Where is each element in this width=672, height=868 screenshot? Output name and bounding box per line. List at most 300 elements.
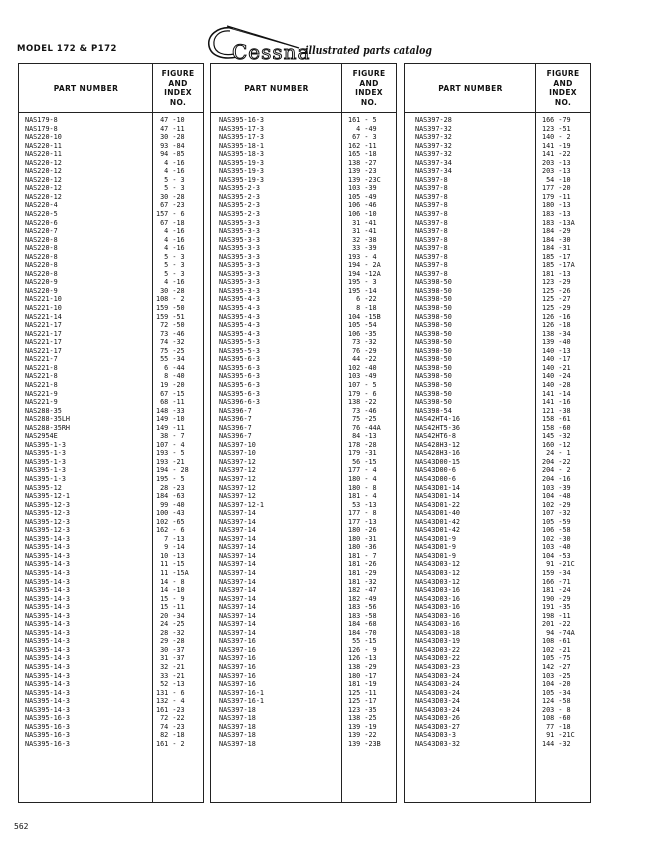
part-number: NAS220-12 <box>25 158 62 167</box>
figure-index: 106 -58 <box>542 526 571 535</box>
figure-index: 28 -32 <box>156 628 185 637</box>
figure-index: 77 -18 <box>542 722 571 731</box>
part-number: NAS43D00-6 <box>415 466 456 475</box>
part-number: NAS43D03-24 <box>415 705 461 714</box>
part-number: NAS179-8 <box>25 124 58 133</box>
figure-index: 204 - 2 <box>542 466 571 475</box>
table-row <box>405 569 590 578</box>
table-row <box>405 535 590 544</box>
part-number: NAS288-35 <box>25 406 62 415</box>
figure-index: 148 -33 <box>156 406 185 415</box>
part-number: NAS395-14-3 <box>25 628 71 637</box>
figure-index: 9 -14 <box>156 543 185 552</box>
part-number: NAS220-6 <box>25 218 58 227</box>
part-number: NAS221-17 <box>25 321 62 330</box>
figure-index: 31 -41 <box>348 227 377 236</box>
part-number: NAS221-10 <box>25 295 62 304</box>
figure-index: 159 -34 <box>542 568 571 577</box>
figure-index: 177 -20 <box>542 184 571 193</box>
part-number: NAS397-14 <box>219 543 256 552</box>
table-row <box>211 219 396 228</box>
table-row <box>19 253 203 262</box>
table-row <box>405 432 590 441</box>
part-number: NAS220-9 <box>25 286 58 295</box>
part-number: NAS395-1-3 <box>25 474 66 483</box>
table-row <box>211 125 396 134</box>
figure-index: 75 -25 <box>156 346 185 355</box>
figure-index: 7 -13 <box>156 534 185 543</box>
figure-index: 73 -46 <box>348 406 377 415</box>
table-row <box>19 244 203 253</box>
table-row <box>405 689 590 698</box>
figure-heading-line: INDEX <box>355 88 383 97</box>
table-row <box>19 261 203 270</box>
table-row <box>19 270 203 279</box>
table-row <box>405 492 590 501</box>
figure-index: 123 -29 <box>542 278 571 287</box>
table-row <box>211 740 396 749</box>
table-row <box>211 116 396 125</box>
table-row <box>211 167 396 176</box>
table-row <box>405 142 590 151</box>
part-number: NAS396-7 <box>219 415 252 424</box>
table-rows <box>19 116 203 748</box>
table-row <box>211 372 396 381</box>
figure-heading-line: FIGURE <box>546 69 580 78</box>
figure-index: 179 - 6 <box>348 389 377 398</box>
table-row <box>19 193 203 202</box>
figure-index: 108 -61 <box>542 637 571 646</box>
part-number: NAS428H3-16 <box>415 449 461 458</box>
table-row <box>211 663 396 672</box>
part-number: NAS395-14-3 <box>25 671 71 680</box>
table-row <box>19 654 203 663</box>
table-row <box>211 390 396 399</box>
part-number: NAS397-8 <box>415 227 448 236</box>
figure-index: 181 -19 <box>348 680 377 689</box>
table-row <box>405 441 590 450</box>
figure-index: 142 -27 <box>542 663 571 671</box>
table-row <box>211 304 396 313</box>
table-row <box>19 219 203 228</box>
figure-index: 161 -23 <box>156 705 185 714</box>
table-row <box>19 706 203 715</box>
figure-index: 106 -35 <box>348 329 377 338</box>
part-number: NAS42HT4-16 <box>415 415 461 424</box>
part-number: NAS395-3-3 <box>219 286 260 295</box>
table-row <box>405 415 590 424</box>
part-number: NAS428H3-12 <box>415 440 461 449</box>
part-number: NAS221-8 <box>25 380 58 389</box>
table-row <box>405 398 590 407</box>
table-row <box>19 125 203 134</box>
figure-index: 165 -18 <box>348 150 377 159</box>
part-number: NAS395-14-3 <box>25 560 71 569</box>
table-row <box>211 176 396 185</box>
part-number: NAS398-50 <box>415 295 452 304</box>
part-number: NAS43D01-9 <box>415 543 456 552</box>
table-row <box>405 304 590 313</box>
part-number: NAS397-10 <box>219 440 256 449</box>
table-row <box>211 184 396 193</box>
figure-index: 4 -16 <box>156 235 185 244</box>
figure-index: 104 -48 <box>542 492 571 501</box>
part-number: NAS397-14 <box>219 534 256 543</box>
table-row <box>405 295 590 304</box>
table-row <box>405 560 590 569</box>
figure-index: 184 -68 <box>348 620 377 629</box>
part-number: NAS398-50 <box>415 363 452 372</box>
part-number: NAS397-8 <box>415 218 448 227</box>
table-row <box>19 398 203 407</box>
figure-index: 44 -22 <box>348 355 377 364</box>
table-row <box>19 150 203 159</box>
part-number: NAS398-50 <box>415 338 452 347</box>
table-row <box>405 680 590 689</box>
figure-heading-line: AND <box>553 78 573 88</box>
table-row <box>405 176 590 185</box>
table-row <box>405 501 590 510</box>
part-number: NAS395-14-3 <box>25 568 71 577</box>
table-row <box>405 125 590 134</box>
table-row <box>19 697 203 706</box>
figure-index: 203 -13 <box>542 158 571 167</box>
part-number: NAS43D03-24 <box>415 697 461 706</box>
part-number: NAS221-14 <box>25 312 62 321</box>
part-number: NAS395-3-3 <box>219 261 260 270</box>
table-row <box>19 535 203 544</box>
figure-index: 104 -15B <box>348 312 381 321</box>
part-number: NAS395-16-3 <box>219 116 265 124</box>
part-number: NAS397-16-1 <box>219 688 265 697</box>
figure-index: 93 -84 <box>156 141 185 150</box>
table-row <box>405 236 590 245</box>
figure-index: 138 -22 <box>348 398 377 407</box>
part-number: NAS395-2-3 <box>219 184 260 193</box>
part-number: NAS2954E <box>25 432 58 441</box>
figure-index: 24 - 1 <box>542 449 571 458</box>
table-row <box>19 167 203 176</box>
figure-index: 158 -61 <box>542 415 571 424</box>
parts-table-2 <box>210 63 397 803</box>
figure-index: 193 - 5 <box>156 449 185 458</box>
part-number: NAS397-8 <box>415 244 448 253</box>
part-number: NAS43D01-9 <box>415 551 456 560</box>
figure-index: 141 -19 <box>542 141 571 150</box>
figure-heading-line: AND <box>359 78 379 88</box>
catalog-title: illustrated parts catalog <box>305 44 432 57</box>
table-row <box>211 706 396 715</box>
figure-index: 149 -10 <box>156 415 185 424</box>
table-row <box>211 287 396 296</box>
figure-index: 107 - 4 <box>156 440 185 449</box>
part-number: NAS395-3-3 <box>219 278 260 287</box>
figure-index: 99 -40 <box>156 500 185 509</box>
part-number: NAS395-1-3 <box>25 440 66 449</box>
figure-index: 123 -51 <box>542 124 571 133</box>
table-row <box>405 663 590 672</box>
part-number: NAS397-8 <box>415 235 448 244</box>
figure-index: 181 - 7 <box>348 551 377 560</box>
figure-index: 30 -28 <box>156 192 185 201</box>
part-number: NAS397-12 <box>219 483 256 492</box>
part-number: NAS397-34 <box>415 158 452 167</box>
part-number: NAS220-8 <box>25 244 58 253</box>
part-number: NAS397-14 <box>219 577 256 586</box>
table-row <box>405 261 590 270</box>
table-row <box>405 278 590 287</box>
figure-index: 20 -34 <box>156 611 185 620</box>
part-number: NAS395-14-3 <box>25 705 71 714</box>
table-row <box>19 381 203 390</box>
part-number: NAS395-14-3 <box>25 697 71 706</box>
part-number: NAS397-14 <box>219 551 256 560</box>
table-row <box>19 629 203 638</box>
figure-index: 158 -60 <box>542 423 571 432</box>
figure-index: 201 -22 <box>542 620 571 629</box>
figure-index: 124 -58 <box>542 697 571 706</box>
part-number: NAS43D03-16 <box>415 611 461 620</box>
part-number: NAS395-1-3 <box>25 457 66 466</box>
table-row <box>211 560 396 569</box>
part-number: NAS397-14 <box>219 586 256 595</box>
figure-index: 73 -32 <box>348 338 377 347</box>
figure-index: 195 -14 <box>348 286 377 295</box>
table-row <box>405 253 590 262</box>
table-row <box>19 475 203 484</box>
table-row <box>405 449 590 458</box>
figure-index: 28 -23 <box>156 483 185 492</box>
table-row <box>211 142 396 151</box>
figure-index: 183 -56 <box>348 603 377 612</box>
table-rows <box>405 116 590 748</box>
figure-index: 4 -49 <box>348 124 377 133</box>
part-number: NAS395-5-3 <box>219 346 260 355</box>
figure-index: 181 -26 <box>348 560 377 569</box>
figure-index: 103 -39 <box>348 184 377 193</box>
table-row <box>405 654 590 663</box>
table-row <box>405 355 590 364</box>
table-row <box>211 484 396 493</box>
figure-index: 55 -15 <box>348 637 377 646</box>
table-row <box>19 740 203 749</box>
part-number: NAS395-18-3 <box>219 150 265 159</box>
figure-index: 5 - 3 <box>156 184 185 193</box>
part-number: NAS43D03-3 <box>415 731 456 740</box>
table-row <box>211 193 396 202</box>
part-number: NAS397-12-1 <box>219 500 265 509</box>
part-number: NAS395-3-3 <box>219 227 260 236</box>
part-number: NAS397-8 <box>415 201 448 210</box>
table-row <box>211 535 396 544</box>
table-row <box>405 526 590 535</box>
figure-index: 102 -40 <box>348 363 377 372</box>
table-row <box>211 398 396 407</box>
table-row <box>19 364 203 373</box>
part-number: NAS398-50 <box>415 346 452 355</box>
part-number: NAS221-8 <box>25 372 58 381</box>
part-number: NAS395-16-3 <box>25 739 71 748</box>
figure-index: 102 -30 <box>542 534 571 543</box>
figure-index: 162 -11 <box>348 141 377 150</box>
table-row <box>405 714 590 723</box>
figure-index: 15 -11 <box>156 603 185 612</box>
table-row <box>211 714 396 723</box>
part-number: NAS395-14-3 <box>25 645 71 654</box>
figure-index: 198 -11 <box>542 611 571 620</box>
figure-index: 105 -54 <box>348 321 377 330</box>
part-number: NAS398-50 <box>415 278 452 287</box>
figure-index: 125 -17 <box>348 697 377 706</box>
part-number: NAS220-8 <box>25 252 58 261</box>
table-row <box>211 321 396 330</box>
part-number: NAS43D01-42 <box>415 517 461 526</box>
figure-index: 105 -75 <box>542 654 571 663</box>
figure-index: 11 -15 <box>156 560 185 569</box>
table-row <box>405 116 590 125</box>
table-row <box>19 415 203 424</box>
part-number: NAS221-8 <box>25 363 58 372</box>
figure-index: 132 - 4 <box>156 697 185 706</box>
figure-index: 33 -39 <box>348 244 377 253</box>
figure-index: 4 -16 <box>156 158 185 167</box>
figure-index: 72 -50 <box>156 321 185 330</box>
table-row <box>405 244 590 253</box>
table-row <box>211 586 396 595</box>
table-row <box>405 466 590 475</box>
figure-index: 100 -43 <box>156 509 185 518</box>
figure-index: 184 -63 <box>156 492 185 501</box>
figure-index: 5 - 3 <box>156 175 185 184</box>
part-number: NAS220-8 <box>25 261 58 270</box>
figure-heading-line: INDEX <box>549 88 577 97</box>
part-number: NAS398-50 <box>415 355 452 364</box>
table-row <box>19 338 203 347</box>
part-number: NAS220-7 <box>25 227 58 236</box>
part-number: NAS43D01-9 <box>415 534 456 543</box>
table-row <box>405 313 590 322</box>
table-row <box>405 347 590 356</box>
figure-index: 180 -31 <box>348 534 377 543</box>
parts-table-3 <box>404 63 591 803</box>
figure-index: 159 -51 <box>156 312 185 321</box>
figure-index: 177 - 4 <box>348 466 377 475</box>
table-row <box>19 424 203 433</box>
table-row <box>405 518 590 527</box>
figure-index: 33 -21 <box>156 671 185 680</box>
part-number: NAS288-35RH <box>25 423 71 432</box>
part-number: NAS395-14-3 <box>25 654 71 663</box>
part-number: NAS397-12 <box>219 492 256 501</box>
figure-index: 106 -46 <box>348 201 377 210</box>
figure-index: 72 -22 <box>156 714 185 723</box>
figure-index: 141 -16 <box>542 398 571 407</box>
table-row <box>19 355 203 364</box>
figure-index: 159 -50 <box>156 304 185 313</box>
part-number: NAS221-9 <box>25 389 58 398</box>
part-number: NAS395-19-3 <box>219 175 265 184</box>
part-number: NAS220-8 <box>25 269 58 278</box>
figure-index: 141 -14 <box>542 389 571 398</box>
part-number: NAS395-12-3 <box>25 500 71 509</box>
figure-index: 179 -31 <box>348 449 377 458</box>
table-row <box>211 680 396 689</box>
table-row <box>405 629 590 638</box>
table-row <box>211 261 396 270</box>
part-number: NAS395-1-3 <box>25 449 66 458</box>
table-row <box>211 278 396 287</box>
part-number: NAS221-17 <box>25 329 62 338</box>
part-number: NAS220-11 <box>25 141 62 150</box>
table-row <box>211 492 396 501</box>
figure-index-heading <box>535 64 590 112</box>
part-number: NAS395-14-3 <box>25 637 71 646</box>
table-row <box>211 646 396 655</box>
part-number: NAS397-18 <box>219 731 256 740</box>
table-row <box>211 244 396 253</box>
part-number: NAS398-50 <box>415 286 452 295</box>
table-row <box>19 509 203 518</box>
figure-index: 161 - 2 <box>156 739 185 748</box>
part-number: NAS395-12 <box>25 483 62 492</box>
table-row <box>405 637 590 646</box>
figure-index: 141 -22 <box>542 150 571 159</box>
part-number: NAS220-12 <box>25 175 62 184</box>
part-number: NAS43D03-12 <box>415 568 461 577</box>
figure-index: 183 -58 <box>348 611 377 620</box>
part-number: NAS43D03-16 <box>415 603 461 612</box>
figure-index: 183 -13 <box>542 210 571 219</box>
table-row <box>19 390 203 399</box>
figure-index: 138 -27 <box>348 158 377 167</box>
table-row <box>405 227 590 236</box>
figure-index: 84 -13 <box>348 432 377 441</box>
figure-index: 138 -29 <box>348 663 377 671</box>
part-number: NAS397-32 <box>415 133 452 142</box>
part-number: NAS397-8 <box>415 175 448 184</box>
table-row <box>211 295 396 304</box>
table-header <box>211 64 396 113</box>
figure-index: 106 -10 <box>348 210 377 219</box>
figure-index: 185 -17 <box>542 252 571 261</box>
table-row <box>19 723 203 732</box>
table-row <box>405 484 590 493</box>
figure-index: 140 -24 <box>542 372 571 381</box>
part-number: NAS395-14-3 <box>25 688 71 697</box>
figure-index: 67 -23 <box>156 201 185 210</box>
table-row <box>211 731 396 740</box>
table-rows <box>211 116 396 748</box>
part-number: NAS397-12 <box>219 466 256 475</box>
table-row <box>405 372 590 381</box>
figure-index: 157 - 6 <box>156 210 185 219</box>
figure-index: 179 -11 <box>542 192 571 201</box>
table-row <box>19 526 203 535</box>
table-row <box>211 210 396 219</box>
part-number: NAS395-2-3 <box>219 192 260 201</box>
figure-index: 15 - 9 <box>156 594 185 603</box>
figure-index: 139 -23B <box>348 739 381 748</box>
table-row <box>405 595 590 604</box>
figure-index: 184 -70 <box>348 628 377 637</box>
part-number: NAS395-17-3 <box>219 133 265 142</box>
figure-heading-line: NO. <box>554 97 572 107</box>
table-row <box>19 441 203 450</box>
table-row <box>19 484 203 493</box>
table-row <box>405 201 590 210</box>
table-row <box>19 466 203 475</box>
table-row <box>211 150 396 159</box>
